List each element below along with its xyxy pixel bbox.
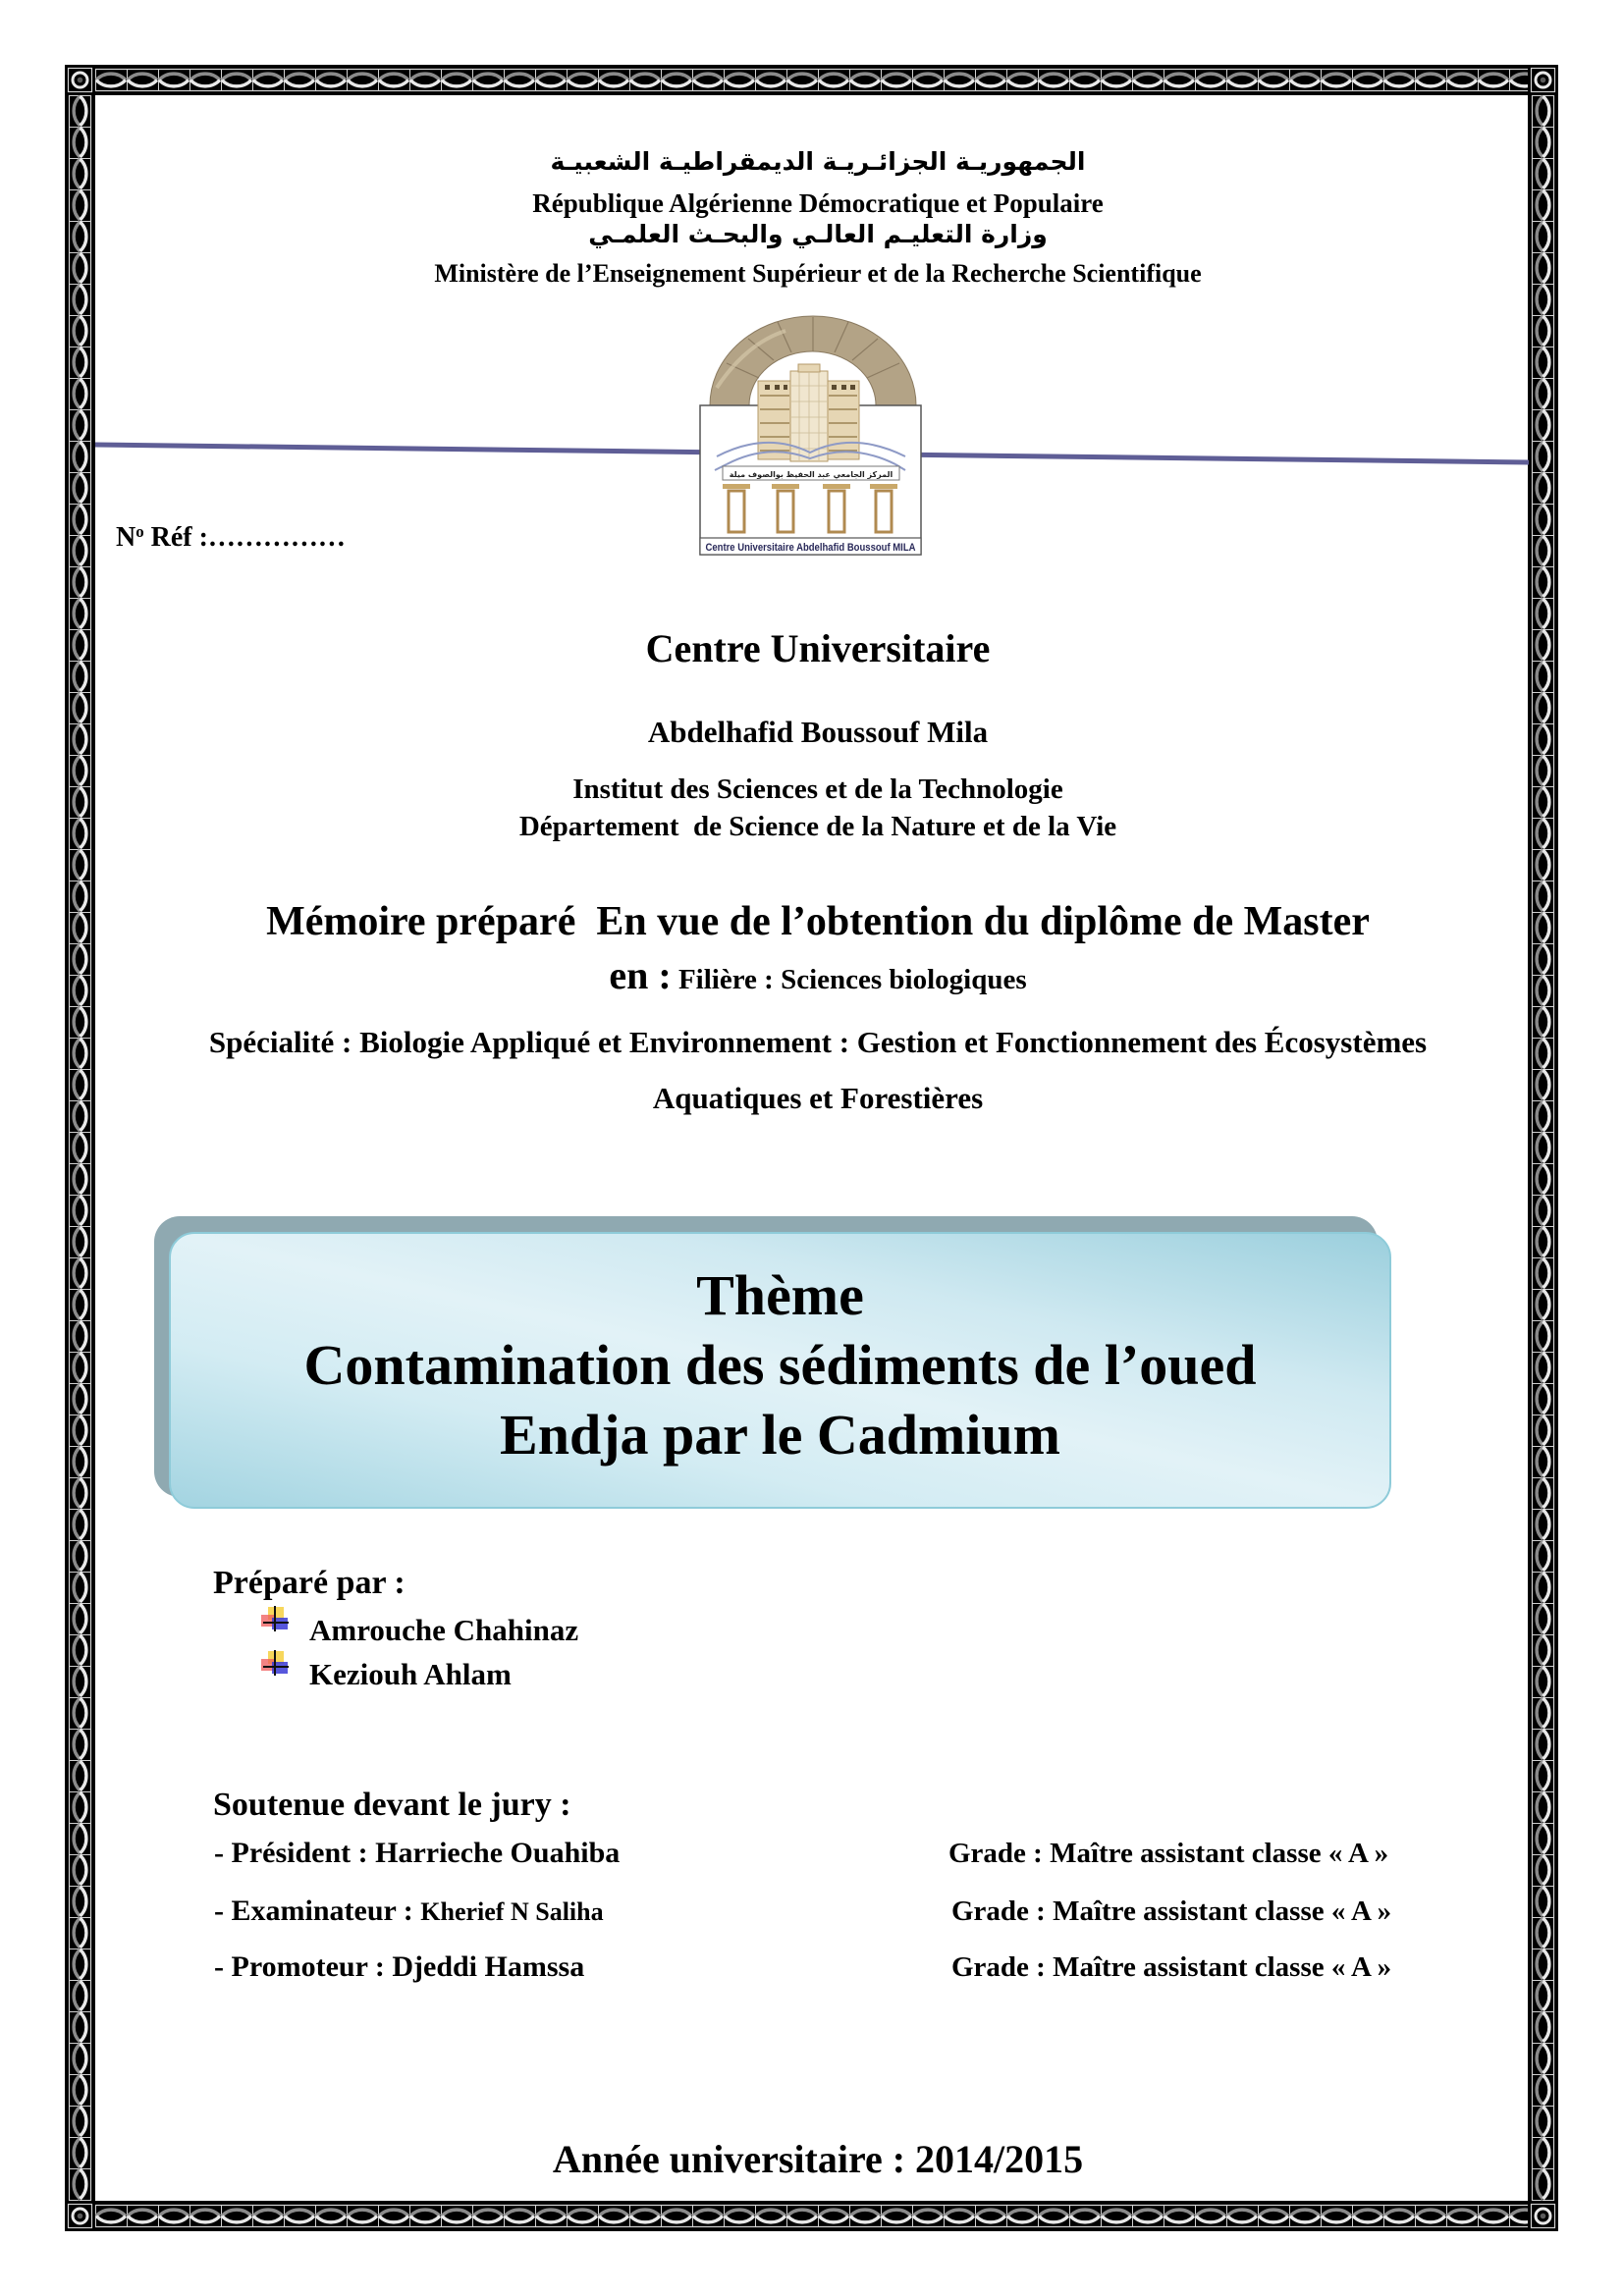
specialite-line-1: Spécialité : Biologie Appliqué et Environnement : Gestion et Fonctionnement des Écosystèmes xyxy=(208,1025,1428,1059)
theme-title-line-1: Contamination des sédiments de l’oued xyxy=(303,1333,1257,1397)
border-bottom-band xyxy=(95,2201,1528,2231)
filiere-line xyxy=(98,953,1538,997)
header-arabic-republic: الجمهوريـة الجزائـريـة الديمقراطيـة الشعبيـة xyxy=(550,147,1086,176)
student-name: Keziouh Ahlam xyxy=(309,1657,512,1691)
border-corner-bottom-right xyxy=(1528,2201,1558,2231)
jury-grade: Grade : Maître assistant classe « A » xyxy=(951,1896,1392,1927)
border-corner-top-right xyxy=(1528,65,1558,95)
academic-year: Année universitaire : 2014/2015 xyxy=(552,2137,1084,2181)
institute-name: Institut des Sciences et de la Technologie xyxy=(572,774,1063,805)
reference-number xyxy=(116,521,346,553)
jury-name: Djeddi Hamssa xyxy=(392,1950,585,1983)
reference-prefix: N xyxy=(116,522,136,553)
jury-role: - Président : xyxy=(214,1837,376,1869)
institution-name-line-2: Abdelhafid Boussouf Mila xyxy=(647,715,989,749)
plus-square-bullet-icon xyxy=(260,1650,290,1676)
jury-member-president xyxy=(214,1839,620,1868)
reference-suffix: Réf :…………… xyxy=(143,522,346,553)
jury-grade: Grade : Maître assistant classe « A » xyxy=(951,1951,1392,1983)
header-republic: République Algérienne Démocratique et Populaire xyxy=(532,188,1104,218)
border-right-band xyxy=(1528,95,1558,2201)
header-ministry: Ministère de l’Enseignement Supérieur et de la Recherche Scientifique xyxy=(434,259,1202,288)
jury-grade: Grade : Maître assistant classe « A » xyxy=(948,1838,1389,1869)
border-corner-bottom-left xyxy=(65,2201,95,2231)
border-top-band xyxy=(95,65,1528,95)
specialite-line-2: Aquatiques et Forestières xyxy=(652,1081,984,1115)
prepared-by-label: Préparé par : xyxy=(213,1565,406,1601)
jury-member-promoteur xyxy=(214,1952,584,1982)
memoire-purpose: Mémoire préparé En vue de l’obtention du diplôme de Master xyxy=(266,899,1370,944)
student-name: Amrouche Chahinaz xyxy=(309,1613,579,1647)
jury-label: Soutenue devant le jury : xyxy=(213,1787,571,1823)
logo-arabic-banner: المركز الجامعي عبد الحفيظ بوالصوف ميلة xyxy=(729,470,893,479)
jury-role: - Examinateur : xyxy=(214,1895,421,1927)
department-name: Département de Science de la Nature et de la Vie xyxy=(518,811,1117,842)
en-label: en : xyxy=(609,953,672,997)
jury-name: Harrieche Ouahiba xyxy=(375,1837,621,1869)
filiere-value: Filière : Sciences biologiques xyxy=(671,964,1027,995)
reference-superscript: o xyxy=(135,521,144,541)
header-arabic-ministry: وزارة التعليـم العالـي والبحـث العلمـي xyxy=(588,220,1048,248)
theme-box xyxy=(169,1232,1391,1509)
logo-building xyxy=(758,364,859,461)
institution-name: Centre Universitaire xyxy=(645,626,991,670)
jury-role: - Promoteur : xyxy=(214,1950,393,1983)
border-corner-top-left xyxy=(65,65,95,95)
theme-title-line-2: Endja par le Cadmium xyxy=(500,1403,1060,1467)
university-logo xyxy=(687,309,933,560)
logo-caption: Centre Universitaire Abdelhafid Boussouf MILA xyxy=(705,542,916,554)
border-left-band xyxy=(65,95,95,2201)
plus-square-bullet-icon xyxy=(260,1606,290,1631)
jury-member-examinateur xyxy=(214,1896,604,1926)
theme-label: Thème xyxy=(696,1263,864,1327)
jury-name: Kherief N Saliha xyxy=(420,1897,604,1926)
